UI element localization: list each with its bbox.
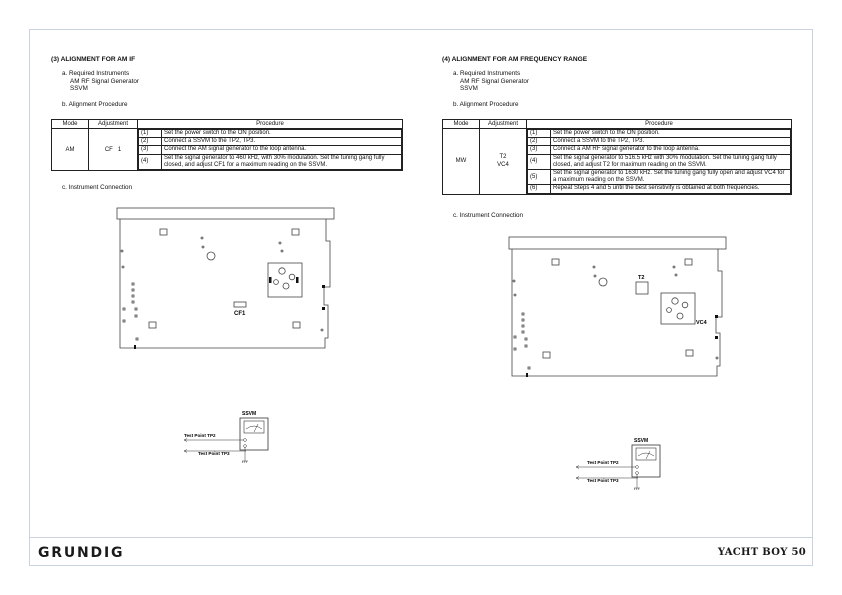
ssvm-label: SSVM <box>242 411 257 417</box>
meter-dial-icon <box>244 421 264 433</box>
vc4-label: VC4 <box>696 320 707 326</box>
right-instrument-item: AM RF Signal Generator <box>460 77 529 85</box>
left-required-heading: a. Required Instruments <box>62 70 130 77</box>
right-connection-heading: c. Instrument Connection <box>453 212 524 219</box>
mode-cell: MW <box>443 129 480 195</box>
step-text: Connect a AM RF signal generator to the loop antenna. <box>551 146 791 154</box>
procedure-cell <box>527 129 792 195</box>
step-number: (3) <box>139 146 162 154</box>
table-header: Procedure <box>138 120 403 129</box>
left-instrument-item: SSVM <box>70 85 88 92</box>
procedure-step <box>528 138 791 146</box>
left-section-title: (3) ALIGNMENT FOR AM IF <box>51 56 136 63</box>
meter-dial-icon <box>636 448 656 460</box>
right-pcb-diagram <box>502 233 732 383</box>
t2-label: T2 <box>638 275 645 281</box>
table-header: Procedure <box>527 120 792 129</box>
left-ssvm-connection <box>178 405 278 470</box>
ground-icon <box>634 488 640 490</box>
step-number: (2) <box>139 138 162 146</box>
tp3-label: Test Point TP3 <box>587 478 619 483</box>
cf1-label: CF1 <box>234 311 246 317</box>
procedure-step <box>139 130 402 138</box>
tp2-label: Test Point TP2 <box>184 433 216 438</box>
right-ssvm-connection <box>570 432 670 497</box>
right-required-heading: a. Required Instruments <box>453 70 521 77</box>
step-text: Set the power switch to the ON position. <box>551 130 791 138</box>
step-number: (4) <box>139 154 162 169</box>
adjustment-cell: CF 1 <box>89 129 138 171</box>
step-text: Repeat Steps 4 and 5 until the best sensitivity is obtained at both frequencies. <box>551 185 791 193</box>
table-header: Mode <box>443 120 480 129</box>
step-text: Set the signal generator to 1630 kHz. Set the tuning gang fully open and adjust VC4 for a maximum reading on the SSVM. <box>551 170 791 185</box>
left-connection-heading: c. Instrument Connection <box>62 184 133 191</box>
procedure-step <box>139 138 402 146</box>
table-header: Adjustment <box>480 120 527 129</box>
ground-icon <box>242 461 248 463</box>
footer-divider <box>29 537 813 538</box>
step-text: Set the signal generator to 516.5 kHz with 30% modulation. Set the tuning gang fully closed, and adjust T2 for maximum reading on the SSVM. <box>551 154 791 169</box>
model-name: YACHT BOY 50 <box>717 547 806 558</box>
tp3-label: Test Point TP3 <box>198 451 230 456</box>
table-header: Adjustment <box>89 120 138 129</box>
procedure-step <box>139 154 402 169</box>
table-header: Mode <box>52 120 89 129</box>
step-number: (1) <box>528 130 551 138</box>
adjustment-value: VC4 <box>497 162 509 169</box>
right-instrument-item: SSVM <box>460 85 478 92</box>
step-text: Connect a SSVM to the TP2, TP3. <box>162 138 402 146</box>
left-pcb-diagram <box>110 205 340 355</box>
step-number: (5) <box>528 170 551 185</box>
step-text: Set the signal generator to 460 kHz, with 30% modulation. Set the tuning gang fully closed, and adjust CF1 for a maximum reading on the SSVM. <box>162 154 402 169</box>
adjustment-value: T2 <box>499 154 507 161</box>
step-number: (3) <box>528 146 551 154</box>
step-number: (4) <box>528 154 551 169</box>
right-procedure-table <box>442 119 792 195</box>
procedure-cell <box>138 129 403 171</box>
tp2-label: Test Point TP2 <box>587 460 619 465</box>
step-text: Set the power switch to the ON position. <box>162 130 402 138</box>
left-procedure-table <box>51 119 403 171</box>
step-text: Connect the AM signal generator to the loop antenna. <box>162 146 402 154</box>
adjustment-cell <box>480 129 527 195</box>
brand-logo: GRUNDIG <box>38 545 125 561</box>
left-procedure-heading: b. Alignment Procedure <box>62 101 128 108</box>
procedure-step <box>528 185 791 193</box>
ssvm-label: SSVM <box>634 438 649 444</box>
procedure-step <box>528 170 791 185</box>
mode-cell: AM <box>52 129 89 171</box>
right-section-title: (4) ALIGNMENT FOR AM FREQUENCY RANGE <box>442 56 588 63</box>
step-number: (6) <box>528 185 551 193</box>
procedure-step <box>528 154 791 169</box>
procedure-step <box>139 146 402 154</box>
step-number: (1) <box>139 130 162 138</box>
procedure-step <box>528 130 791 138</box>
procedure-step <box>528 146 791 154</box>
step-number: (2) <box>528 138 551 146</box>
left-instrument-item: AM RF Signal Generator <box>70 77 139 85</box>
step-text: Connect a SSVM to the TP2, TP3. <box>551 138 791 146</box>
right-procedure-heading: b. Alignment Procedure <box>453 101 519 108</box>
